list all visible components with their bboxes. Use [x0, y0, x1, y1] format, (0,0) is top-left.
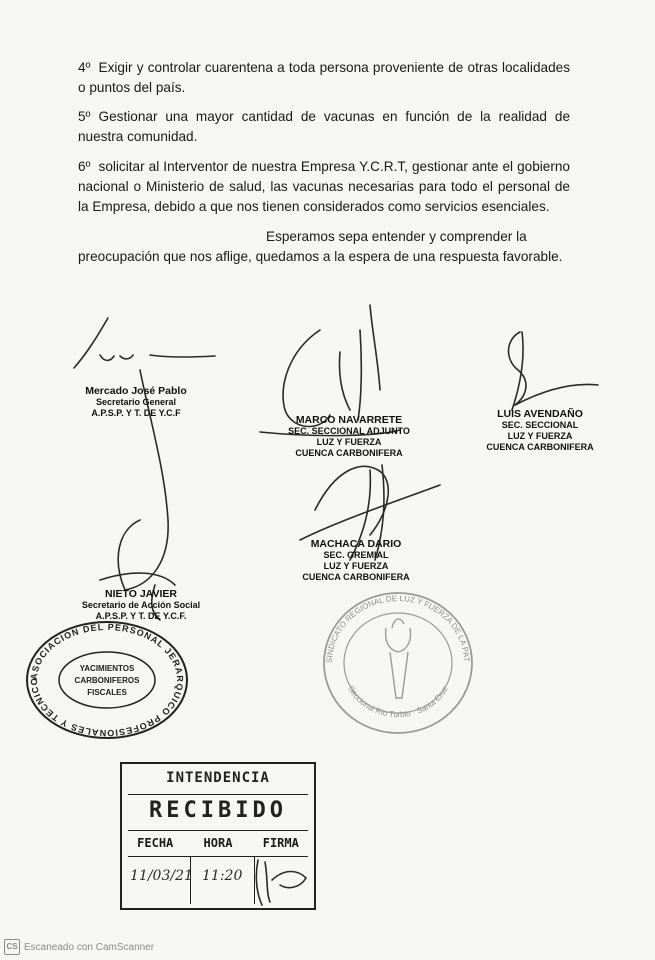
signer-name: LUIS AVENDAÑO — [497, 408, 583, 420]
camscanner-text: Escaneado con CamScanner — [24, 941, 155, 953]
seal-center-line-1: YACIMIENTOS — [79, 664, 135, 673]
signer-title: SEC. SECCIONAL ADJUNTO — [288, 426, 410, 436]
signature-mercado — [76, 385, 196, 419]
stamp-heading: INTENDENCIA — [166, 770, 270, 786]
signature-avendano — [484, 408, 596, 453]
seal-center-line-3: FISCALES — [87, 688, 127, 697]
signer-title: Secretario General — [95, 397, 177, 407]
stamp-date: 11/03/21 — [130, 868, 193, 884]
signer-org: A.P.S.P. Y T. DE Y.C.F. — [95, 611, 187, 621]
paragraph-text: Gestionar una mayor cantidad de vacunas en función de la realidad de nuestra comunidad. — [78, 109, 570, 144]
closing-line-1: Esperamos sepa entender y comprender la — [266, 229, 527, 244]
signer-name: NIETO JAVIER — [105, 588, 177, 600]
stamp-columns — [122, 836, 314, 850]
paragraph-number: 4º — [78, 60, 91, 75]
signer-org: CUENCA CARBONIFERA — [302, 572, 410, 582]
camscanner-logo-icon: CS — [4, 939, 20, 955]
paragraph-text: Exigir y controlar cuarentena a toda persona proveniente de otras localidades o puntos del país. — [78, 60, 570, 95]
signer-org: LUZ Y FUERZA — [323, 561, 389, 571]
signer-org: CUENCA CARBONIFERA — [295, 448, 403, 458]
paragraph-number: 5º — [78, 109, 91, 124]
seal-sindicato — [314, 581, 478, 738]
svg-text:Seccional Río Turbio · Santa C — [346, 685, 449, 720]
seal-center-line-2: CARBONIFEROS — [74, 676, 140, 685]
signer-name: MACHACA DARIO — [310, 538, 402, 550]
signature-machaca — [300, 538, 412, 583]
signature-nieto — [78, 588, 204, 622]
closing-line-2: preocupación que nos aflige, quedamos a la espera de una respuesta favorable. — [78, 249, 563, 264]
signer-name: Mercado José Pablo — [85, 385, 187, 397]
torch-icon — [386, 619, 411, 698]
stamp-status: RECIBIDO — [149, 798, 287, 823]
paragraph-text: solicitar al Interventor de nuestra Empresa Y.C.R.T, gestionar ante el gobierno nacional o Ministerio de salud, las vacunas necesarias para todo el personal de la Empresa, debido a que nos tienen considerados como servicios esenciales. — [78, 159, 570, 214]
reception-stamp — [120, 762, 316, 910]
signer-org: A.P.S.P. Y T. DE Y.C.F — [91, 408, 181, 418]
signer-org: LUZ Y FUERZA — [507, 431, 573, 441]
signer-name: MARCO NAVARRETE — [295, 414, 403, 426]
signer-title: SEC. SECCIONAL — [501, 420, 579, 430]
signer-org: LUZ Y FUERZA — [316, 437, 382, 447]
signature-navarrete — [283, 414, 415, 459]
signer-title: Secretario de Acción Social — [81, 600, 201, 610]
camscanner-footer — [4, 939, 154, 955]
seal-ring-text: ASOCIACION DEL PERSONAL JERARQUICO PROFESIONALES Y TECNICOS — [18, 610, 186, 739]
stamp-time: 11:20 — [202, 868, 243, 884]
signer-title: SEC. GREMIAL — [323, 550, 389, 560]
seal-inner-text: Seccional Río Turbio · Santa Cruz — [346, 684, 450, 720]
stamp-col-hora: HORA — [203, 836, 233, 850]
seal-ring-text: SINDICATO REGIONAL DE LUZ Y FUERZA DE LA PATAGONIA — [314, 581, 472, 664]
stamp-col-firma: FIRMA — [262, 836, 299, 850]
signer-org: CUENCA CARBONIFERA — [486, 442, 594, 452]
paragraph-number: 6º — [78, 159, 91, 174]
svg-text:ASOCIACION DEL PERSONAL JERARQ — [18, 610, 185, 738]
stamp-col-fecha: FECHA — [137, 836, 174, 850]
